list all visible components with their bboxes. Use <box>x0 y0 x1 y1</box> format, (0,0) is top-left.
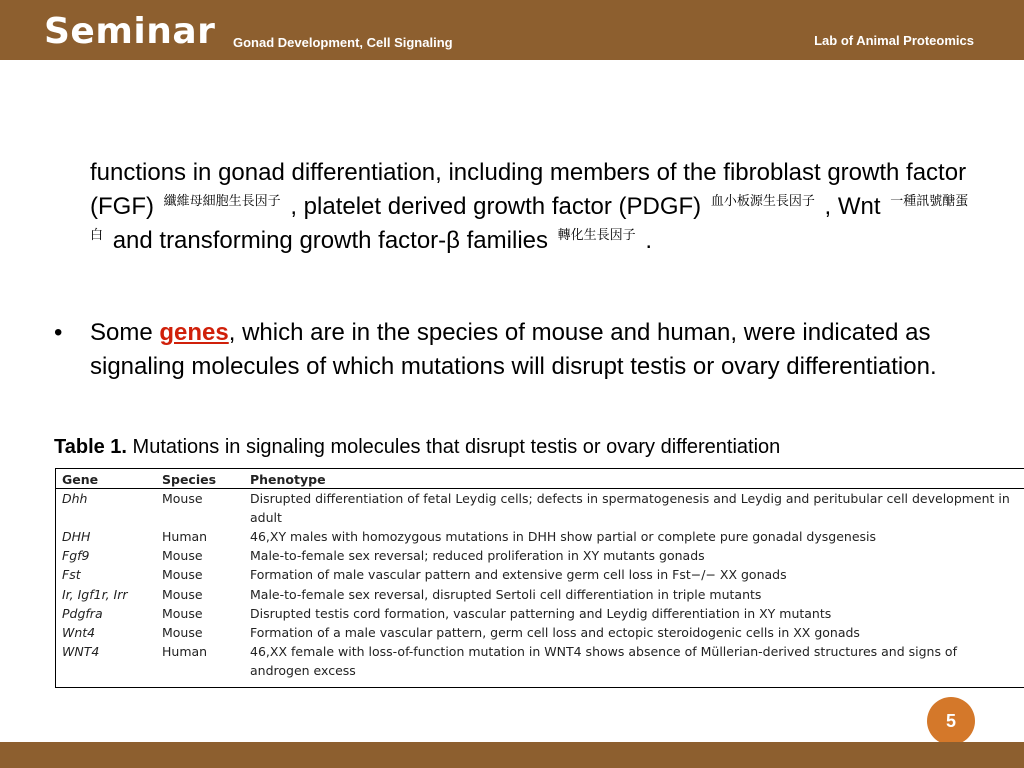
species-cell: Mouse <box>162 491 203 506</box>
bullet-pre: Some <box>90 319 160 346</box>
paragraph-text: functions in gonad differentiation, including members of the fibroblast growth factor (FGF) <box>90 159 967 220</box>
table-row <box>56 546 1024 565</box>
page-number-badge: 5 <box>927 697 975 745</box>
paragraph-text: , platelet derived growth factor (PDGF) <box>290 193 702 220</box>
table-header-row <box>56 469 1024 489</box>
phenotype-cell: Formation of male vascular pattern and extensive germ cell loss in Fst−/− XX gonads <box>250 567 787 583</box>
gene-cell: Wnt4 <box>62 624 96 640</box>
gene-cell: WNT4 <box>62 644 100 660</box>
phenotype-cell: 46,XX female with loss-of-function mutation in WNT4 shows absence of Müllerian-derived structures and signs of androgen excess <box>250 644 957 679</box>
intro-paragraph <box>90 156 970 258</box>
species-cell: Human <box>162 529 208 544</box>
paragraph-text: . <box>645 227 653 254</box>
gene-cell: Fst <box>62 567 81 583</box>
footer-bar <box>0 742 1024 768</box>
caption-label: Table 1. <box>54 436 127 458</box>
phenotype-cell: Disrupted testis cord formation, vascular patterning and Leydig differentiation in XY mutants <box>250 605 832 621</box>
gene-cell: Pdgfra <box>62 605 103 621</box>
table-caption <box>54 434 780 460</box>
mutations-table-container <box>55 468 1024 688</box>
table-row <box>56 489 1024 528</box>
seminar-title: Seminar <box>44 11 216 52</box>
table-row <box>56 604 1024 623</box>
column-header-species: Species <box>156 469 244 489</box>
mutations-table <box>56 469 1024 680</box>
species-cell: Mouse <box>162 567 203 583</box>
bullet-text <box>90 316 970 384</box>
chinese-annotation: 轉化生長因子 <box>557 228 636 243</box>
seminar-subtitle: Gonad Development, Cell Signaling <box>233 35 453 50</box>
table-row <box>56 565 1024 584</box>
bullet-post: , which are in the species of mouse and human, were indicated as signaling molecules of which mutations will disrupt testis or ovary differentiation. <box>90 319 937 380</box>
caption-text: Mutations in signaling molecules that disrupt testis or ovary differentiation <box>127 436 781 458</box>
species-cell: Mouse <box>162 586 203 602</box>
species-cell: Human <box>162 644 208 660</box>
table-row <box>56 623 1024 642</box>
header-bar <box>0 0 1024 60</box>
chinese-annotation: 纖維母細胞生長因子 <box>163 194 281 209</box>
gene-cell: DHH <box>62 529 91 544</box>
paragraph-text: , Wnt <box>824 193 881 220</box>
bullet-marker: • <box>54 319 63 346</box>
gene-cell: Ir, Igf1r, Irr <box>62 586 128 602</box>
table-row <box>56 585 1024 604</box>
chinese-annotation: 一種訊號醣蛋白 <box>90 194 969 243</box>
gene-cell: Dhh <box>62 491 88 506</box>
gene-cell: Fgf9 <box>62 548 90 564</box>
genes-link[interactable]: genes <box>159 319 229 346</box>
table-row <box>56 642 1024 680</box>
column-header-gene: Gene <box>56 469 156 489</box>
species-cell: Mouse <box>162 605 203 621</box>
phenotype-cell: Male-to-female sex reversal; reduced proliferation in XY mutants gonads <box>250 548 705 564</box>
species-cell: Mouse <box>162 548 203 564</box>
column-header-phenotype: Phenotype <box>244 469 1024 489</box>
phenotype-cell: Disrupted differentiation of fetal Leydig cells; defects in spermatogenesis and Leydig and peritubular cell development in adult <box>250 491 1010 525</box>
species-cell: Mouse <box>162 624 203 640</box>
table-row <box>56 527 1024 546</box>
paragraph-text: and transforming growth factor-β families <box>112 227 548 254</box>
phenotype-cell: Formation of a male vascular pattern, germ cell loss and ectopic steroidogenic cells in XX gonads <box>250 624 860 640</box>
phenotype-cell: Male-to-female sex reversal, disrupted Sertoli cell differentiation in triple mutants <box>250 586 762 602</box>
lab-name: Lab of Animal Proteomics <box>814 33 974 48</box>
phenotype-cell: 46,XY males with homozygous mutations in DHH show partial or complete pure gonadal dysgenesis <box>250 529 877 544</box>
chinese-annotation: 血小板源生長因子 <box>710 194 815 209</box>
